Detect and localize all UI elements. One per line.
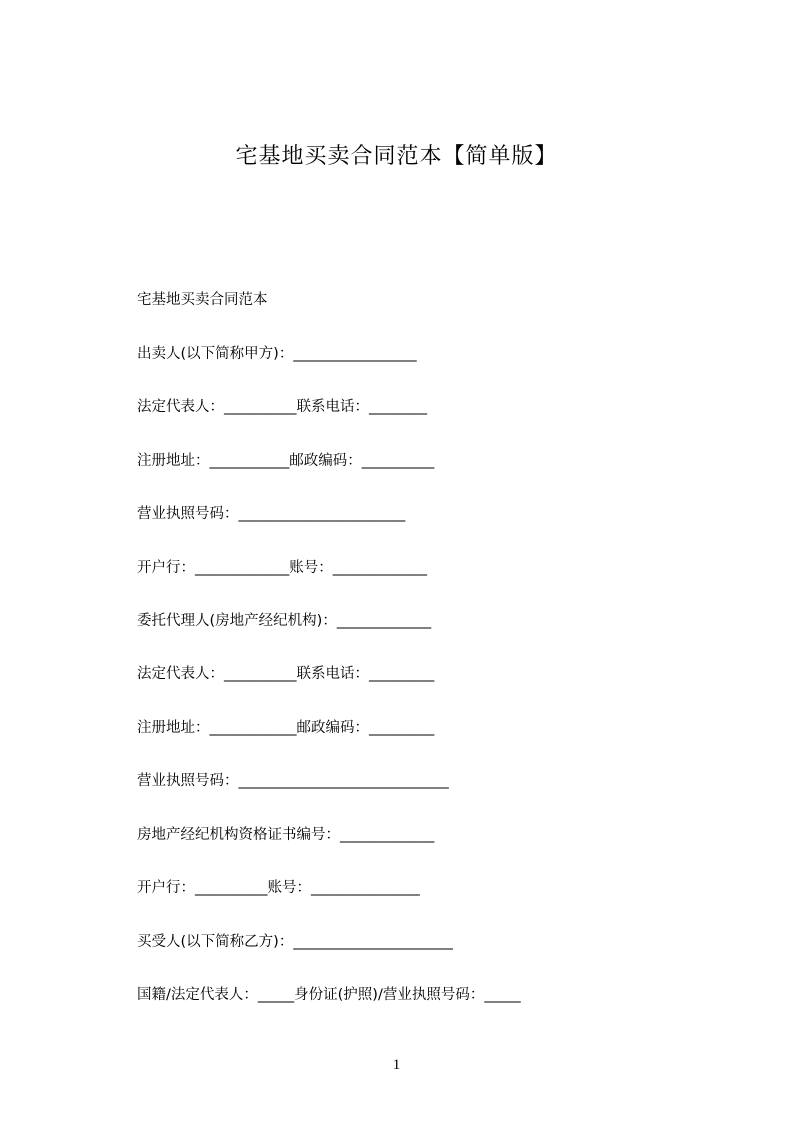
document-title: 宅基地买卖合同范本【简单版】 — [235, 144, 558, 169]
buyer-line: 买受人(以下简称乙方)：______________________ — [137, 934, 453, 950]
seller-license-line: 营业执照号码：_______________________ — [137, 506, 406, 522]
agent-legal-rep-line: 法定代表人：__________联系电话：_________ — [137, 666, 435, 682]
subtitle-line: 宅基地买卖合同范本 — [137, 292, 268, 308]
agent-license-line: 营业执照号码：_____________________________ — [137, 773, 449, 789]
seller-bank-line: 开户行：_____________账号：_____________ — [137, 560, 427, 576]
agent-line: 委托代理人(房地产经纪机构)：_____________ — [137, 613, 432, 629]
seller-address-line: 注册地址：___________邮政编码：__________ — [137, 453, 435, 469]
buyer-id-line: 国籍/法定代表人：_____身份证(护照)/营业执照号码：_____ — [137, 987, 521, 1003]
agent-certificate-line: 房地产经纪机构资格证书编号：_____________ — [137, 827, 435, 843]
seller-line: 出卖人(以下简称甲方)：_________________ — [137, 346, 417, 362]
seller-legal-rep-line: 法定代表人：__________联系电话：________ — [137, 399, 427, 415]
page-number: 1 — [392, 1057, 401, 1073]
agent-address-line: 注册地址：____________邮政编码：_________ — [137, 720, 435, 736]
agent-bank-line: 开户行：__________账号：_______________ — [137, 880, 420, 896]
